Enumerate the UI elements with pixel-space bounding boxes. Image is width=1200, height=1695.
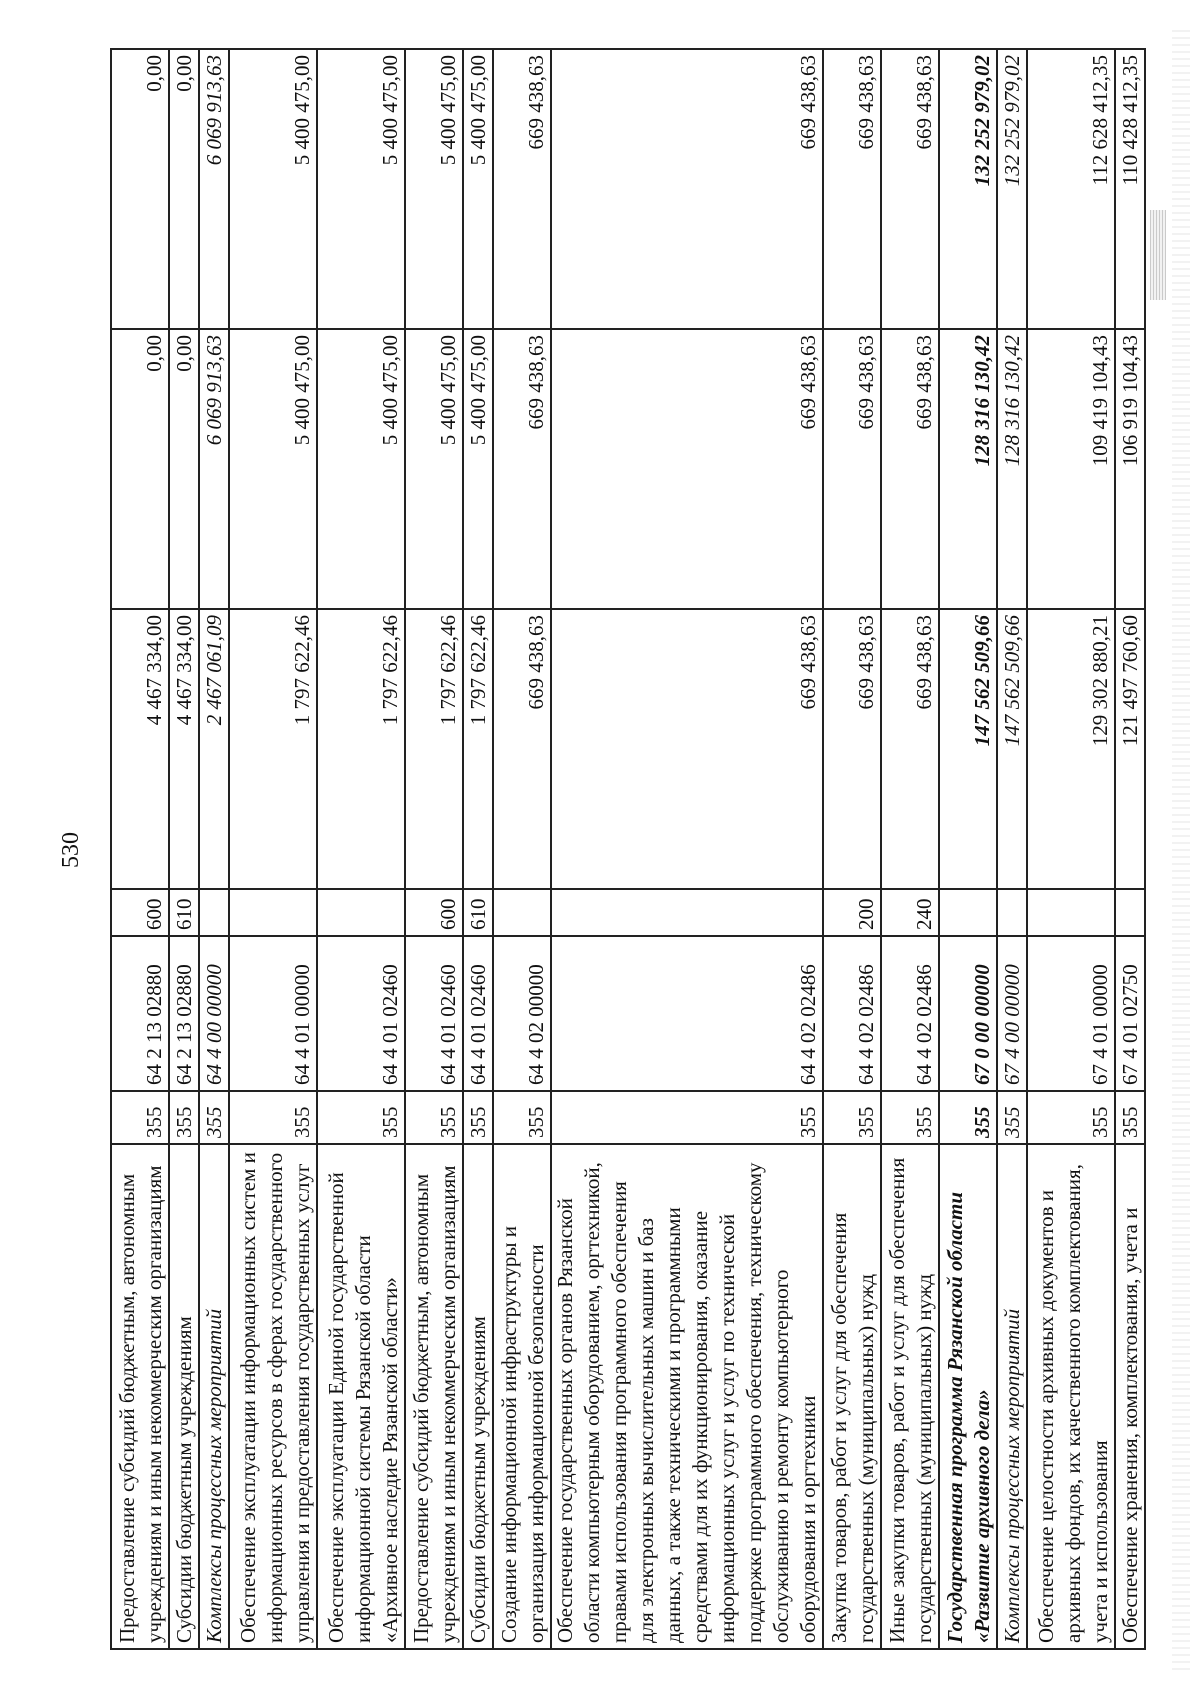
row-sum-2023-cell: 1 797 622,46 <box>229 609 317 889</box>
row-sum-2025-cell: 132 252 979,02 <box>939 49 997 329</box>
row-sum-2023-cell: 1 797 622,46 <box>317 609 405 889</box>
row-ved-cell: 355 <box>823 1091 881 1144</box>
row-name-cell: Закупка товаров, работ и услуг для обеспечения государственных (муниципальных) нужд <box>823 1144 881 1649</box>
row-sum-2024-cell: 5 400 475,00 <box>229 329 317 609</box>
row-ved-cell: 355 <box>551 1091 823 1144</box>
row-sum-2024-cell: 669 438,63 <box>823 329 881 609</box>
row-name-cell: Предоставление субсидий бюджетным, автономным учреждениям и иным некоммерческим организациям <box>111 1144 169 1649</box>
row-sum-2023-cell: 1 797 622,46 <box>463 609 493 889</box>
table-row <box>199 49 229 1649</box>
row-ved-cell: 355 <box>111 1091 169 1144</box>
row-name-cell: Предоставление субсидий бюджетным, автономным учреждениям и иным некоммерческим организациям <box>405 1144 463 1649</box>
row-vr-cell <box>551 889 823 936</box>
row-sum-2024-cell: 669 438,63 <box>493 329 551 609</box>
row-csr-cell: 67 4 00 00000 <box>997 936 1027 1091</box>
row-sum-2024-cell: 0,00 <box>111 329 169 609</box>
row-csr-cell: 67 4 01 00000 <box>1027 936 1115 1091</box>
row-sum-2024-cell: 0,00 <box>169 329 199 609</box>
row-sum-2025-cell: 5 400 475,00 <box>405 49 463 329</box>
row-ved-cell: 355 <box>405 1091 463 1144</box>
row-name-cell: Комплексы процессных мероприятий <box>997 1144 1027 1649</box>
row-name-cell: Обеспечение эксплуатации Единой государственной информационной системы Рязанской области «Архивное наследие Рязанской области» <box>317 1144 405 1649</box>
rotated-page <box>0 40 1200 1680</box>
row-sum-2023-cell: 4 467 334,00 <box>111 609 169 889</box>
row-ved-cell: 355 <box>229 1091 317 1144</box>
row-sum-2024-cell: 128 316 130,42 <box>939 329 997 609</box>
table-row <box>551 49 823 1649</box>
row-ved-cell: 355 <box>493 1091 551 1144</box>
row-vr-cell: 610 <box>463 889 493 936</box>
page-number: 530 <box>58 832 84 868</box>
row-ved-cell: 355 <box>199 1091 229 1144</box>
row-sum-2025-cell: 669 438,63 <box>823 49 881 329</box>
table-row <box>317 49 405 1649</box>
row-sum-2023-cell: 4 467 334,00 <box>169 609 199 889</box>
table-row <box>111 49 169 1649</box>
row-csr-cell: 64 4 02 00000 <box>493 936 551 1091</box>
table-row <box>229 49 317 1649</box>
row-vr-cell <box>493 889 551 936</box>
table-row <box>881 49 939 1649</box>
row-ved-cell: 355 <box>1027 1091 1115 1144</box>
row-vr-cell: 240 <box>881 889 939 936</box>
row-sum-2023-cell: 2 467 061,09 <box>199 609 229 889</box>
row-sum-2025-cell: 112 628 412,35 <box>1027 49 1115 329</box>
row-vr-cell <box>317 889 405 936</box>
row-sum-2025-cell: 132 252 979,02 <box>997 49 1027 329</box>
row-name-cell: Обеспечение государственных органов Рязанской области компьютерным оборудованием, оргтехникой, правами использования программного обеспечения для электронных вычислительных машин и баз данных, а также техническими и программными средствами для их функционирования, оказание информационных услуг и услуг по технической поддержке программного обеспечения, техническому обслуживанию и ремонту компьютерного оборудования и оргтехники <box>551 1144 823 1649</box>
row-sum-2025-cell: 6 069 913,63 <box>199 49 229 329</box>
row-vr-cell: 600 <box>405 889 463 936</box>
row-ved-cell: 355 <box>1115 1091 1145 1144</box>
table-row <box>939 49 997 1649</box>
row-csr-cell: 64 4 02 02486 <box>881 936 939 1091</box>
row-sum-2023-cell: 129 302 880,21 <box>1027 609 1115 889</box>
row-name-cell: Субсидии бюджетным учреждениям <box>169 1144 199 1649</box>
row-sum-2025-cell: 669 438,63 <box>881 49 939 329</box>
table-row <box>997 49 1027 1649</box>
row-name-cell: Комплексы процессных мероприятий <box>199 1144 229 1649</box>
row-sum-2023-cell: 121 497 760,60 <box>1115 609 1145 889</box>
row-ved-cell: 355 <box>997 1091 1027 1144</box>
row-name-cell: Создание информационной инфраструктуры и организация информационной безопасности <box>493 1144 551 1649</box>
row-name-cell: Государственная программа Рязанской области «Развитие архивного дела» <box>939 1144 997 1649</box>
row-sum-2024-cell: 5 400 475,00 <box>463 329 493 609</box>
row-sum-2024-cell: 6 069 913,63 <box>199 329 229 609</box>
table-row <box>405 49 463 1649</box>
row-ved-cell: 355 <box>881 1091 939 1144</box>
row-ved-cell: 355 <box>463 1091 493 1144</box>
row-sum-2025-cell: 0,00 <box>169 49 199 329</box>
row-sum-2023-cell: 669 438,63 <box>881 609 939 889</box>
row-csr-cell: 64 2 13 02880 <box>111 936 169 1091</box>
row-name-cell: Обеспечение целостности архивных документов и архивных фондов, их качественного комплектования, учета и использования <box>1027 1144 1115 1649</box>
row-sum-2023-cell: 147 562 509,66 <box>939 609 997 889</box>
row-sum-2024-cell: 109 419 104,43 <box>1027 329 1115 609</box>
row-vr-cell <box>229 889 317 936</box>
row-csr-cell: 64 4 00 00000 <box>199 936 229 1091</box>
row-csr-cell: 64 4 01 02460 <box>463 936 493 1091</box>
table-row <box>1115 49 1145 1649</box>
row-csr-cell: 64 4 01 00000 <box>229 936 317 1091</box>
row-sum-2024-cell: 106 919 104,43 <box>1115 329 1145 609</box>
row-sum-2025-cell: 5 400 475,00 <box>463 49 493 329</box>
budget-table <box>110 48 1146 1650</box>
row-sum-2024-cell: 5 400 475,00 <box>405 329 463 609</box>
row-sum-2025-cell: 110 428 412,35 <box>1115 49 1145 329</box>
row-csr-cell: 64 4 02 02486 <box>551 936 823 1091</box>
row-ved-cell: 355 <box>169 1091 199 1144</box>
table-row <box>823 49 881 1649</box>
row-vr-cell: 200 <box>823 889 881 936</box>
row-vr-cell <box>997 889 1027 936</box>
row-name-cell: Обеспечение хранения, комплектования, учета и <box>1115 1144 1145 1649</box>
row-sum-2025-cell: 5 400 475,00 <box>229 49 317 329</box>
row-sum-2025-cell: 669 438,63 <box>493 49 551 329</box>
row-sum-2025-cell: 0,00 <box>111 49 169 329</box>
row-vr-cell: 610 <box>169 889 199 936</box>
row-sum-2023-cell: 147 562 509,66 <box>997 609 1027 889</box>
row-name-cell: Обеспечение эксплуатации информационных систем и информационных ресурсов в сферах государственного управления и предоставления государственных услуг <box>229 1144 317 1649</box>
row-csr-cell: 64 4 02 02486 <box>823 936 881 1091</box>
row-vr-cell: 600 <box>111 889 169 936</box>
row-csr-cell: 64 2 13 02880 <box>169 936 199 1091</box>
row-sum-2023-cell: 669 438,63 <box>823 609 881 889</box>
row-sum-2025-cell: 5 400 475,00 <box>317 49 405 329</box>
table-row <box>169 49 199 1649</box>
table-row <box>463 49 493 1649</box>
row-ved-cell: 355 <box>317 1091 405 1144</box>
row-vr-cell <box>939 889 997 936</box>
row-vr-cell <box>1115 889 1145 936</box>
row-ved-cell: 355 <box>939 1091 997 1144</box>
row-sum-2025-cell: 669 438,63 <box>551 49 823 329</box>
row-name-cell: Субсидии бюджетным учреждениям <box>463 1144 493 1649</box>
row-csr-cell: 67 0 00 00000 <box>939 936 997 1091</box>
row-csr-cell: 64 4 01 02460 <box>405 936 463 1091</box>
row-vr-cell <box>1027 889 1115 936</box>
table-row <box>1027 49 1115 1649</box>
row-sum-2023-cell: 1 797 622,46 <box>405 609 463 889</box>
row-csr-cell: 67 4 01 02750 <box>1115 936 1145 1091</box>
row-csr-cell: 64 4 01 02460 <box>317 936 405 1091</box>
row-sum-2023-cell: 669 438,63 <box>493 609 551 889</box>
table-row <box>493 49 551 1649</box>
row-sum-2024-cell: 669 438,63 <box>881 329 939 609</box>
row-sum-2024-cell: 669 438,63 <box>551 329 823 609</box>
row-sum-2023-cell: 669 438,63 <box>551 609 823 889</box>
row-sum-2024-cell: 5 400 475,00 <box>317 329 405 609</box>
row-name-cell: Иные закупки товаров, работ и услуг для обеспечения государственных (муниципальных) нужд <box>881 1144 939 1649</box>
row-vr-cell <box>199 889 229 936</box>
row-sum-2024-cell: 128 316 130,42 <box>997 329 1027 609</box>
